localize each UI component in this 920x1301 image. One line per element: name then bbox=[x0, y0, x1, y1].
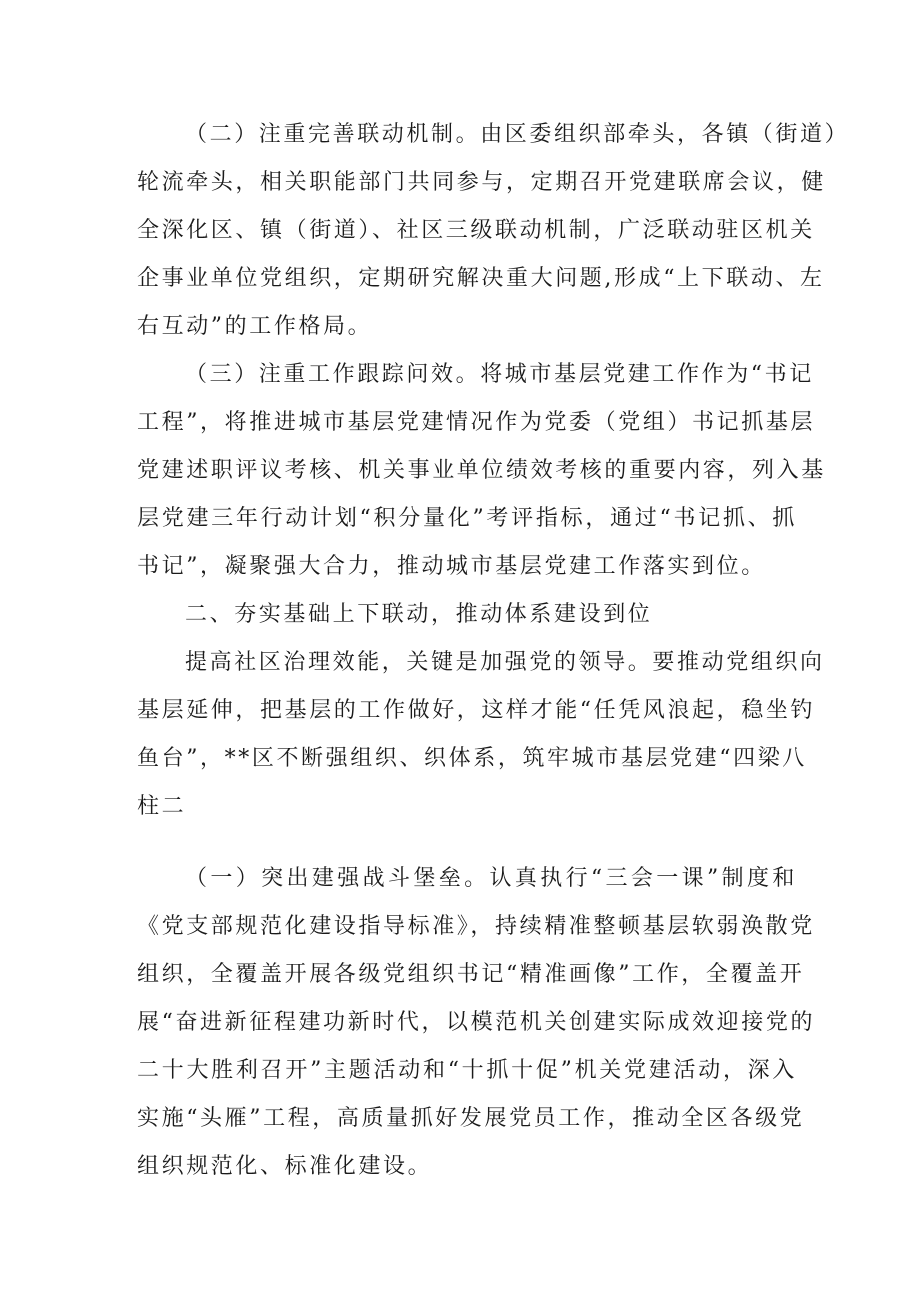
paragraph-line: 基层延伸，把基层的工作做好，这样才能“任凭风浪起，稳坐钓 bbox=[137, 698, 816, 723]
paragraph-line: 实施“头雁”工程，高质量抓好发展党员工作，推动全区各级党 bbox=[137, 1106, 805, 1131]
paragraph-line: 二十大胜利召开”主题活动和“十抓十促”机关党建活动，深入 bbox=[137, 1058, 797, 1083]
paragraph-line: （二）注重完善联动机制。由区委组织部牵头，各镇（街道） bbox=[185, 122, 850, 147]
paragraph-line: （一）突出建强战斗堡垒。认真执行“三会一课”制度和 bbox=[185, 866, 797, 891]
paragraph-line: 层党建三年行动计划“积分量化”考评指标，通过“书记抓、抓 bbox=[137, 506, 797, 531]
paragraph-line: 书记”，凝聚强大合力，推动城市基层党建工作落实到位。 bbox=[137, 554, 766, 579]
paragraph-line: 全深化区、镇（街道）、社区三级联动机制，广泛联动驻区机关 bbox=[137, 218, 815, 243]
paragraph-line: 企事业单位党组织，定期研究解决重大问题,形成“上下联动、左 bbox=[137, 266, 825, 291]
paragraph-line: 柱二 bbox=[137, 794, 187, 819]
paragraph-line: 组织规范化、标准化建设。 bbox=[137, 1154, 433, 1179]
paragraph-line: 展“奋进新征程建功新时代，以模范机关创建实际成效迎接党的 bbox=[137, 1010, 816, 1035]
section-heading: 二、夯实基础上下联动，推动体系建设到位 bbox=[185, 602, 653, 627]
paragraph-line: 组织，全覆盖开展各级党组织书记“精准画像”工作，全覆盖开 bbox=[137, 962, 805, 987]
paragraph-line: 轮流牵头，相关职能部门共同参与，定期召开党建联席会议，健 bbox=[137, 170, 826, 195]
paragraph-line: 鱼台”，**区不断强组织、织体系，筑牢城市基层党建“四梁八 bbox=[137, 746, 807, 771]
paragraph-line: 党建述职评议考核、机关事业单位绩效考核的重要内容，列入基 bbox=[137, 458, 826, 483]
paragraph-line: 右互动”的工作格局。 bbox=[137, 314, 373, 339]
paragraph-line: 提高社区治理效能，关键是加强党的领导。要推动党组织向 bbox=[185, 650, 825, 675]
paragraph-line: 工程”，将推进城市基层党建情况作为党委（党组）书记抓基层 bbox=[137, 410, 816, 435]
paragraph-line: 《党支部规范化建设指导标准》，持续精准整顿基层软弱涣散党 bbox=[137, 914, 815, 939]
paragraph-line: （三）注重工作跟踪问效。将城市基层党建工作作为“书记 bbox=[185, 362, 814, 387]
